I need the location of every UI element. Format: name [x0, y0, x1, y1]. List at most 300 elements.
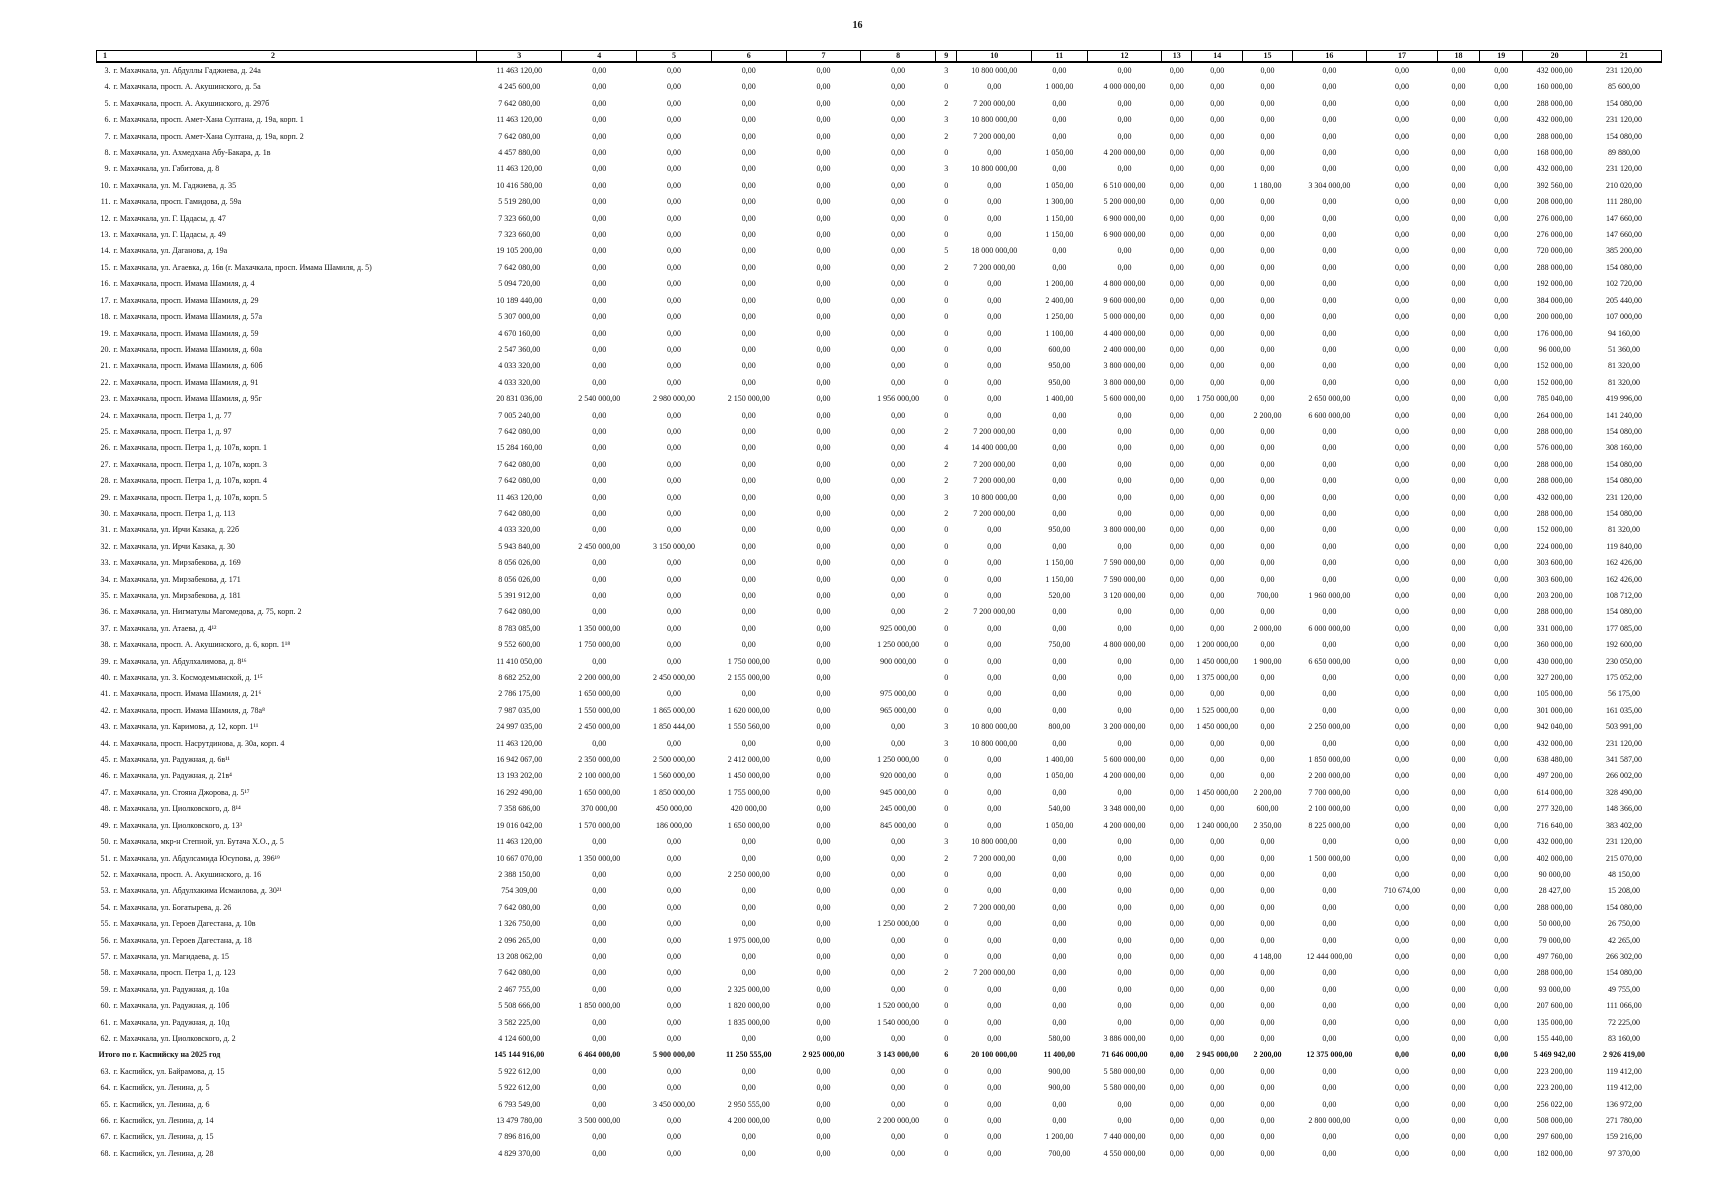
value-cell: 0,00 [1451, 886, 1466, 896]
value-cell: 1 100,00 [1045, 328, 1074, 338]
value-cell: 0,00 [816, 886, 831, 896]
value-cell: 0,00 [1322, 1001, 1337, 1011]
value-cell: 0,00 [667, 902, 681, 912]
value-cell: 0 [944, 804, 949, 814]
value-cell: 0,00 [1117, 410, 1132, 420]
row-number: 43. [100, 722, 111, 732]
value-cell: 288 000,00 [1536, 426, 1573, 436]
value-cell: 0 [944, 689, 949, 699]
value-cell: 0,00 [667, 115, 681, 125]
value-cell: 0,00 [1210, 525, 1225, 535]
row-number: 67. [100, 1132, 111, 1142]
column-number-row [97, 51, 1662, 63]
value-cell: 19 016 042,00 [496, 820, 543, 830]
table-row [97, 1129, 1662, 1145]
value-cell: 3 500 000,00 [578, 1116, 621, 1125]
value-cell: 0 [944, 525, 949, 535]
value-cell: 0,00 [1494, 1116, 1509, 1125]
value-cell: 0,00 [1260, 968, 1275, 978]
value-cell: 0,00 [1169, 919, 1184, 929]
address-text: г. Махачкала, ул. Агаевка, д. 16в (г. Махачкала, просп. Имама Шамиля, д. 5) [113, 262, 372, 272]
value-cell: 2 350 000,00 [578, 755, 621, 765]
value-cell: 0,00 [1052, 705, 1067, 715]
value-cell: 0,00 [987, 295, 1002, 305]
address-text: г. Махачкала, ул. Циолковского, д. 8¹⁴ [113, 804, 241, 814]
value-cell: 0,00 [1169, 787, 1184, 797]
value-cell: 0,00 [816, 525, 831, 535]
value-cell: 2 467 755,00 [498, 984, 541, 994]
value-cell: 1 960 000,00 [1308, 591, 1351, 600]
value-cell: 0,00 [1394, 869, 1409, 879]
value-cell: 0,00 [592, 558, 607, 568]
value-cell: 0,00 [1494, 656, 1509, 666]
table-row [97, 686, 1662, 702]
value-cell: 0,00 [1322, 312, 1337, 322]
value-cell: 0,00 [1052, 738, 1067, 748]
value-cell: 0,00 [987, 1066, 1002, 1076]
row-number: 60. [100, 1001, 111, 1011]
value-cell: 0,00 [1169, 262, 1184, 272]
value-cell: 6 464 000,00 [578, 1050, 621, 1060]
value-cell: 0,00 [741, 886, 756, 896]
column-number: 1 [103, 51, 107, 60]
value-cell: 0,00 [1322, 131, 1337, 141]
value-cell: 0,00 [987, 787, 1002, 797]
value-cell: 0,00 [1052, 902, 1067, 912]
value-cell: 3 150 000,00 [653, 541, 695, 551]
value-cell: 0,00 [667, 213, 681, 223]
value-cell: 2 950 555,00 [727, 1099, 770, 1109]
value-cell: 0,00 [987, 919, 1002, 929]
address-text: г. Махачкала, просп. Имама Шамиля, д. 78а⁸ [113, 705, 265, 715]
value-cell: 1 375 000,00 [1196, 673, 1239, 683]
value-cell: 0,00 [1451, 1017, 1466, 1027]
row-number: 16. [100, 279, 111, 289]
table-row [97, 801, 1662, 817]
address-cell [97, 358, 477, 374]
value-cell: 0,00 [1169, 377, 1184, 387]
address-cell [97, 539, 477, 555]
value-cell: 385 200,00 [1606, 246, 1643, 256]
value-cell: 0,00 [667, 230, 681, 240]
value-cell: 0,00 [987, 951, 1002, 961]
value-cell: 0,00 [1210, 295, 1225, 305]
row-number: 56. [100, 935, 111, 945]
value-cell: 0,00 [987, 935, 1002, 945]
value-cell: 10 800 000,00 [971, 164, 1018, 174]
value-cell: 105 000,00 [1536, 689, 1573, 699]
value-cell: 0,00 [1210, 984, 1225, 994]
row-number: 25. [100, 426, 111, 436]
value-cell: 1 250 000,00 [877, 755, 920, 765]
address-text: г. Махачкала, просп. Петра 1, д. 113 [113, 508, 236, 518]
address-cell [97, 719, 477, 735]
value-cell: 0,00 [1494, 377, 1509, 387]
value-cell: 168 000,00 [1536, 148, 1573, 158]
value-cell: 0,00 [1451, 558, 1466, 568]
value-cell: 176 000,00 [1536, 328, 1573, 338]
value-cell: 0,00 [1494, 591, 1509, 600]
table-row [97, 933, 1662, 949]
value-cell: 1 850 000,00 [1308, 755, 1351, 765]
value-cell: 4 457 880,00 [498, 148, 541, 158]
value-cell: 15 284 160,00 [496, 443, 543, 453]
value-cell: 0,00 [592, 1083, 607, 1093]
value-cell: 7 896 816,00 [498, 1132, 541, 1142]
value-cell: 0,00 [1494, 919, 1509, 929]
value-cell: 0,00 [592, 492, 607, 502]
value-cell: 0,00 [1451, 771, 1466, 781]
value-cell: 0,00 [1169, 1132, 1184, 1142]
value-cell: 0,00 [1322, 98, 1337, 108]
value-cell: 207 600,00 [1536, 1001, 1573, 1011]
value-cell: 0,00 [1260, 1116, 1275, 1125]
address-cell [97, 851, 477, 867]
value-cell: 0,00 [1210, 98, 1225, 108]
value-cell: 0,00 [1394, 1148, 1409, 1158]
value-cell: 0,00 [1260, 492, 1275, 502]
value-cell: 85 600,00 [1608, 82, 1641, 92]
value-cell: 0,00 [1394, 1132, 1409, 1142]
table-row [97, 818, 1662, 834]
value-cell: 10 800 000,00 [971, 722, 1018, 732]
value-cell: 11 410 050,00 [496, 656, 543, 666]
value-cell: 0,00 [1169, 328, 1184, 338]
value-cell: 192 600,00 [1606, 640, 1643, 650]
value-cell: 0,00 [1451, 804, 1466, 814]
value-cell: 0,00 [1117, 98, 1132, 108]
value-cell: 0,00 [1494, 1099, 1509, 1109]
value-cell: 0,00 [1451, 312, 1466, 322]
value-cell: 0,00 [1322, 1066, 1337, 1076]
row-number: 51. [100, 853, 111, 863]
value-cell: 5 391 912,00 [498, 591, 541, 600]
value-cell: 154 080,00 [1606, 508, 1643, 518]
value-cell: 1 050,00 [1045, 180, 1074, 190]
value-cell: 152 000,00 [1536, 525, 1573, 535]
value-cell: 520,00 [1048, 591, 1071, 600]
value-cell: 0,00 [1494, 148, 1509, 158]
value-cell: 0,00 [987, 361, 1002, 371]
value-cell: 1 620 000,00 [727, 705, 770, 715]
value-cell: 0,00 [1052, 869, 1067, 879]
value-cell: 162 426,00 [1606, 558, 1643, 568]
value-cell: 0,00 [816, 1066, 831, 1076]
value-cell: 0,00 [1052, 935, 1067, 945]
value-cell: 2 500 000,00 [653, 755, 695, 765]
value-cell: 0,00 [1210, 1001, 1225, 1011]
table-row [97, 621, 1662, 637]
address-text: г. Махачкала, ул. Абдулсамида Юсупова, д. 396¹⁹ [113, 853, 280, 863]
column-header: 9 [936, 51, 957, 63]
value-cell: 108 712,00 [1606, 591, 1643, 600]
value-cell: 0,00 [667, 361, 681, 371]
value-cell: 0,00 [816, 591, 831, 600]
value-cell: 89 880,00 [1608, 148, 1641, 158]
value-cell: 5 469 942,00 [1533, 1050, 1576, 1060]
value-cell: 0,00 [1169, 180, 1184, 190]
value-cell: 0,00 [667, 984, 681, 994]
value-cell: 0,00 [1451, 1099, 1466, 1109]
value-cell: 3 348 000,00 [1103, 804, 1146, 814]
value-cell: 0,00 [592, 1148, 607, 1158]
value-cell: 0,00 [1260, 148, 1275, 158]
value-cell: 0,00 [1394, 722, 1409, 732]
address-cell [97, 440, 477, 456]
value-cell: 0,00 [1117, 673, 1132, 683]
value-cell: 0,00 [592, 377, 607, 387]
address-text: г. Махачкала, ул. Ирчи Казака, д. 22б [113, 525, 240, 535]
value-cell: 0,00 [1451, 115, 1466, 125]
value-cell: 0,00 [1210, 213, 1225, 223]
value-cell: 81 320,00 [1608, 361, 1641, 371]
value-cell: 0,00 [1394, 295, 1409, 305]
table-row [97, 883, 1662, 899]
value-cell: 0,00 [1451, 607, 1466, 617]
row-number: 6. [104, 115, 111, 125]
value-cell: 0,00 [1394, 656, 1409, 666]
address-cell [97, 1129, 477, 1145]
value-cell: 0,00 [1117, 459, 1132, 469]
value-cell: 0,00 [1494, 164, 1509, 174]
row-number: 36. [100, 607, 111, 617]
value-cell: 0,00 [1169, 148, 1184, 158]
value-cell: 0,00 [1451, 722, 1466, 732]
value-cell: 0,00 [891, 1132, 906, 1142]
value-cell: 0,00 [816, 673, 831, 683]
value-cell: 308 160,00 [1606, 443, 1643, 453]
value-cell: 0,00 [1117, 1001, 1132, 1011]
value-cell: 5 900 000,00 [653, 1050, 695, 1060]
value-cell: 420 000,00 [730, 804, 767, 814]
column-header: 13 [1162, 51, 1192, 63]
value-cell: 26 750,00 [1608, 919, 1641, 929]
value-cell: 0 [944, 1033, 949, 1043]
value-cell: 0,00 [667, 344, 681, 354]
value-cell: 0,00 [1451, 1066, 1466, 1076]
value-cell: 0,00 [1394, 115, 1409, 125]
value-cell: 0,00 [592, 312, 607, 322]
value-cell: 0,00 [1494, 951, 1509, 961]
value-cell: 28 427,00 [1538, 886, 1571, 896]
value-cell: 0,00 [987, 640, 1002, 650]
value-cell: 8 682 252,00 [498, 673, 541, 683]
address-text: г. Махачкала, просп. Имама Шамиля, д. 57а [113, 312, 263, 322]
value-cell: 0,00 [741, 607, 756, 617]
value-cell: 0,00 [891, 213, 906, 223]
value-cell: 0,00 [1052, 541, 1067, 551]
value-cell: 0,00 [741, 1083, 756, 1093]
value-cell: 0,00 [1169, 344, 1184, 354]
value-cell: 0,00 [1494, 541, 1509, 551]
address-text: г. Махачкала, ул. Радужная, д. 10б [113, 1001, 230, 1011]
value-cell: 920 000,00 [880, 771, 917, 781]
value-cell: 0,00 [1117, 1116, 1132, 1125]
value-cell: 0,00 [741, 476, 756, 486]
value-cell: 0,00 [1210, 262, 1225, 272]
table-row [97, 916, 1662, 932]
table-row [97, 194, 1662, 210]
table-row [97, 1097, 1662, 1113]
value-cell: 0,00 [1322, 968, 1337, 978]
value-cell: 0,00 [1394, 968, 1409, 978]
value-cell: 600,00 [1048, 344, 1071, 354]
value-cell: 1 975 000,00 [727, 935, 770, 945]
value-cell: 0,00 [1210, 361, 1225, 371]
value-cell: 0,00 [1169, 820, 1184, 830]
value-cell: 0,00 [987, 1099, 1002, 1109]
value-cell: 0,00 [1052, 1099, 1067, 1109]
address-text: г. Каспийск, ул. Байрамова, д. 15 [113, 1066, 225, 1076]
value-cell: 5 600 000,00 [1103, 394, 1146, 404]
value-cell: 10 189 440,00 [496, 295, 543, 305]
value-cell: 0,00 [987, 558, 1002, 568]
value-cell: 0,00 [987, 328, 1002, 338]
value-cell: 0,00 [667, 410, 681, 420]
value-cell: 945 000,00 [880, 787, 917, 797]
value-cell: 0,00 [592, 262, 607, 272]
value-cell: 0,00 [891, 574, 906, 584]
value-cell: 0,00 [1210, 328, 1225, 338]
value-cell: 0,00 [1394, 574, 1409, 584]
value-cell: 11 463 120,00 [496, 164, 543, 174]
value-cell: 0,00 [1117, 902, 1132, 912]
value-cell: 0,00 [741, 344, 756, 354]
address-text: г. Махачкала, ул. Радужная, д. 6в¹¹ [113, 755, 230, 765]
value-cell: 0,00 [1169, 82, 1184, 92]
value-cell: 0,00 [1451, 443, 1466, 453]
row-number: 59. [100, 984, 111, 994]
value-cell: 0,00 [667, 197, 681, 207]
value-cell: 231 120,00 [1606, 492, 1643, 502]
value-cell: 0,00 [741, 1033, 756, 1043]
value-cell: 0 [944, 394, 949, 404]
value-cell: 0,00 [816, 98, 831, 108]
value-cell: 0,00 [816, 213, 831, 223]
value-cell: 0,00 [1210, 443, 1225, 453]
value-cell: 0,00 [1494, 558, 1509, 568]
value-cell: 0,00 [1394, 607, 1409, 617]
value-cell: 900 000,00 [880, 656, 917, 666]
address-cell [97, 227, 477, 243]
value-cell: 4 800 000,00 [1103, 279, 1146, 289]
address-text: г. Махачкала, ул. М. Гаджиева, д. 35 [113, 180, 237, 190]
value-cell: 0,00 [1052, 919, 1067, 929]
value-cell: 0,00 [1394, 591, 1409, 600]
value-cell: 0,00 [1394, 98, 1409, 108]
value-cell: 0,00 [1394, 1083, 1409, 1093]
value-cell: 0,00 [1494, 1033, 1509, 1043]
value-cell: 0 [944, 656, 949, 666]
value-cell: 7 642 080,00 [498, 607, 541, 617]
value-cell: 0,00 [1494, 738, 1509, 748]
value-cell: 0,00 [1210, 1017, 1225, 1027]
row-number: 64. [100, 1083, 111, 1093]
address-text: г. Махачкала, просп. Имама Шамиля, д. 60б [113, 361, 263, 371]
value-cell: 0,00 [1494, 459, 1509, 469]
value-cell: 0,00 [1494, 640, 1509, 650]
address-text: г. Махачкала, просп. Петра 1, д. 107в, корп. 1 [113, 443, 268, 453]
value-cell: 0,00 [816, 951, 831, 961]
value-cell: 7 642 080,00 [498, 902, 541, 912]
value-cell: 614 000,00 [1536, 787, 1573, 797]
value-cell: 0,00 [816, 656, 831, 666]
value-cell: 0,00 [1169, 246, 1184, 256]
address-cell [97, 834, 477, 850]
value-cell: 0,00 [1494, 525, 1509, 535]
address-cell [97, 1064, 477, 1080]
value-cell: 0,00 [1394, 787, 1409, 797]
value-cell: 3 304 000,00 [1308, 180, 1351, 190]
value-cell: 0,00 [741, 279, 756, 289]
value-cell: 96 000,00 [1538, 344, 1571, 354]
row-number: 27. [100, 459, 111, 469]
row-number: 4. [104, 82, 111, 92]
value-cell: 6 793 549,00 [498, 1099, 541, 1109]
row-number: 33. [100, 558, 111, 568]
value-cell: 0,00 [667, 640, 681, 650]
value-cell: 136 972,00 [1606, 1099, 1643, 1109]
value-cell: 148 366,00 [1606, 804, 1643, 814]
value-cell: 161 035,00 [1606, 705, 1643, 715]
value-cell: 8 783 085,00 [498, 623, 541, 633]
value-cell: 0,00 [741, 262, 756, 272]
value-cell: 159 216,00 [1606, 1132, 1643, 1142]
value-cell: 0,00 [816, 279, 831, 289]
value-cell: 0,00 [987, 1017, 1002, 1027]
address-text: г. Махачкала, ул. Радужная, д. 21в⁴ [113, 771, 232, 781]
table-row [97, 768, 1662, 784]
value-cell: 0,00 [987, 312, 1002, 322]
value-cell: 155 440,00 [1536, 1033, 1573, 1043]
value-cell: 0,00 [816, 935, 831, 945]
value-cell: 0,00 [592, 426, 607, 436]
table-body [97, 62, 1662, 1162]
value-cell: 0,00 [667, 1148, 681, 1158]
value-cell: 0,00 [741, 837, 756, 847]
value-cell: 0,00 [1052, 968, 1067, 978]
value-cell: 0,00 [1322, 279, 1337, 289]
value-cell: 0,00 [592, 246, 607, 256]
value-cell: 0,00 [741, 164, 756, 174]
value-cell: 0,00 [1117, 968, 1132, 978]
value-cell: 0,00 [1394, 1116, 1409, 1125]
value-cell: 0,00 [1169, 722, 1184, 732]
value-cell: 0 [944, 1083, 949, 1093]
value-cell: 0,00 [1210, 591, 1225, 600]
address-cell [97, 670, 477, 686]
value-cell: 5 094 720,00 [498, 279, 541, 289]
value-cell: 2 [944, 902, 949, 912]
value-cell: 0,00 [1210, 1033, 1225, 1043]
value-cell: 154 080,00 [1606, 98, 1643, 108]
value-cell: 0,00 [816, 426, 831, 436]
address-text: г. Махачкала, просп. А. Акушинского, д. 16 [113, 869, 262, 879]
value-cell: 7 200 000,00 [973, 902, 1016, 912]
address-text: г. Махачкала, просп. Петра 1, д. 97 [113, 426, 232, 436]
value-cell: 0,00 [667, 426, 681, 436]
value-cell: 0,00 [592, 1066, 607, 1076]
value-cell: 0,00 [1451, 377, 1466, 387]
value-cell: 4 245 600,00 [498, 82, 541, 92]
value-cell: 0,00 [1322, 148, 1337, 158]
value-cell: 10 800 000,00 [971, 66, 1018, 75]
value-cell: 0 [944, 410, 949, 420]
value-cell: 3 120 000,00 [1103, 591, 1146, 600]
value-cell: 0,00 [592, 443, 607, 453]
value-cell: 5 580 000,00 [1103, 1083, 1146, 1093]
value-cell: 0,00 [987, 377, 1002, 387]
